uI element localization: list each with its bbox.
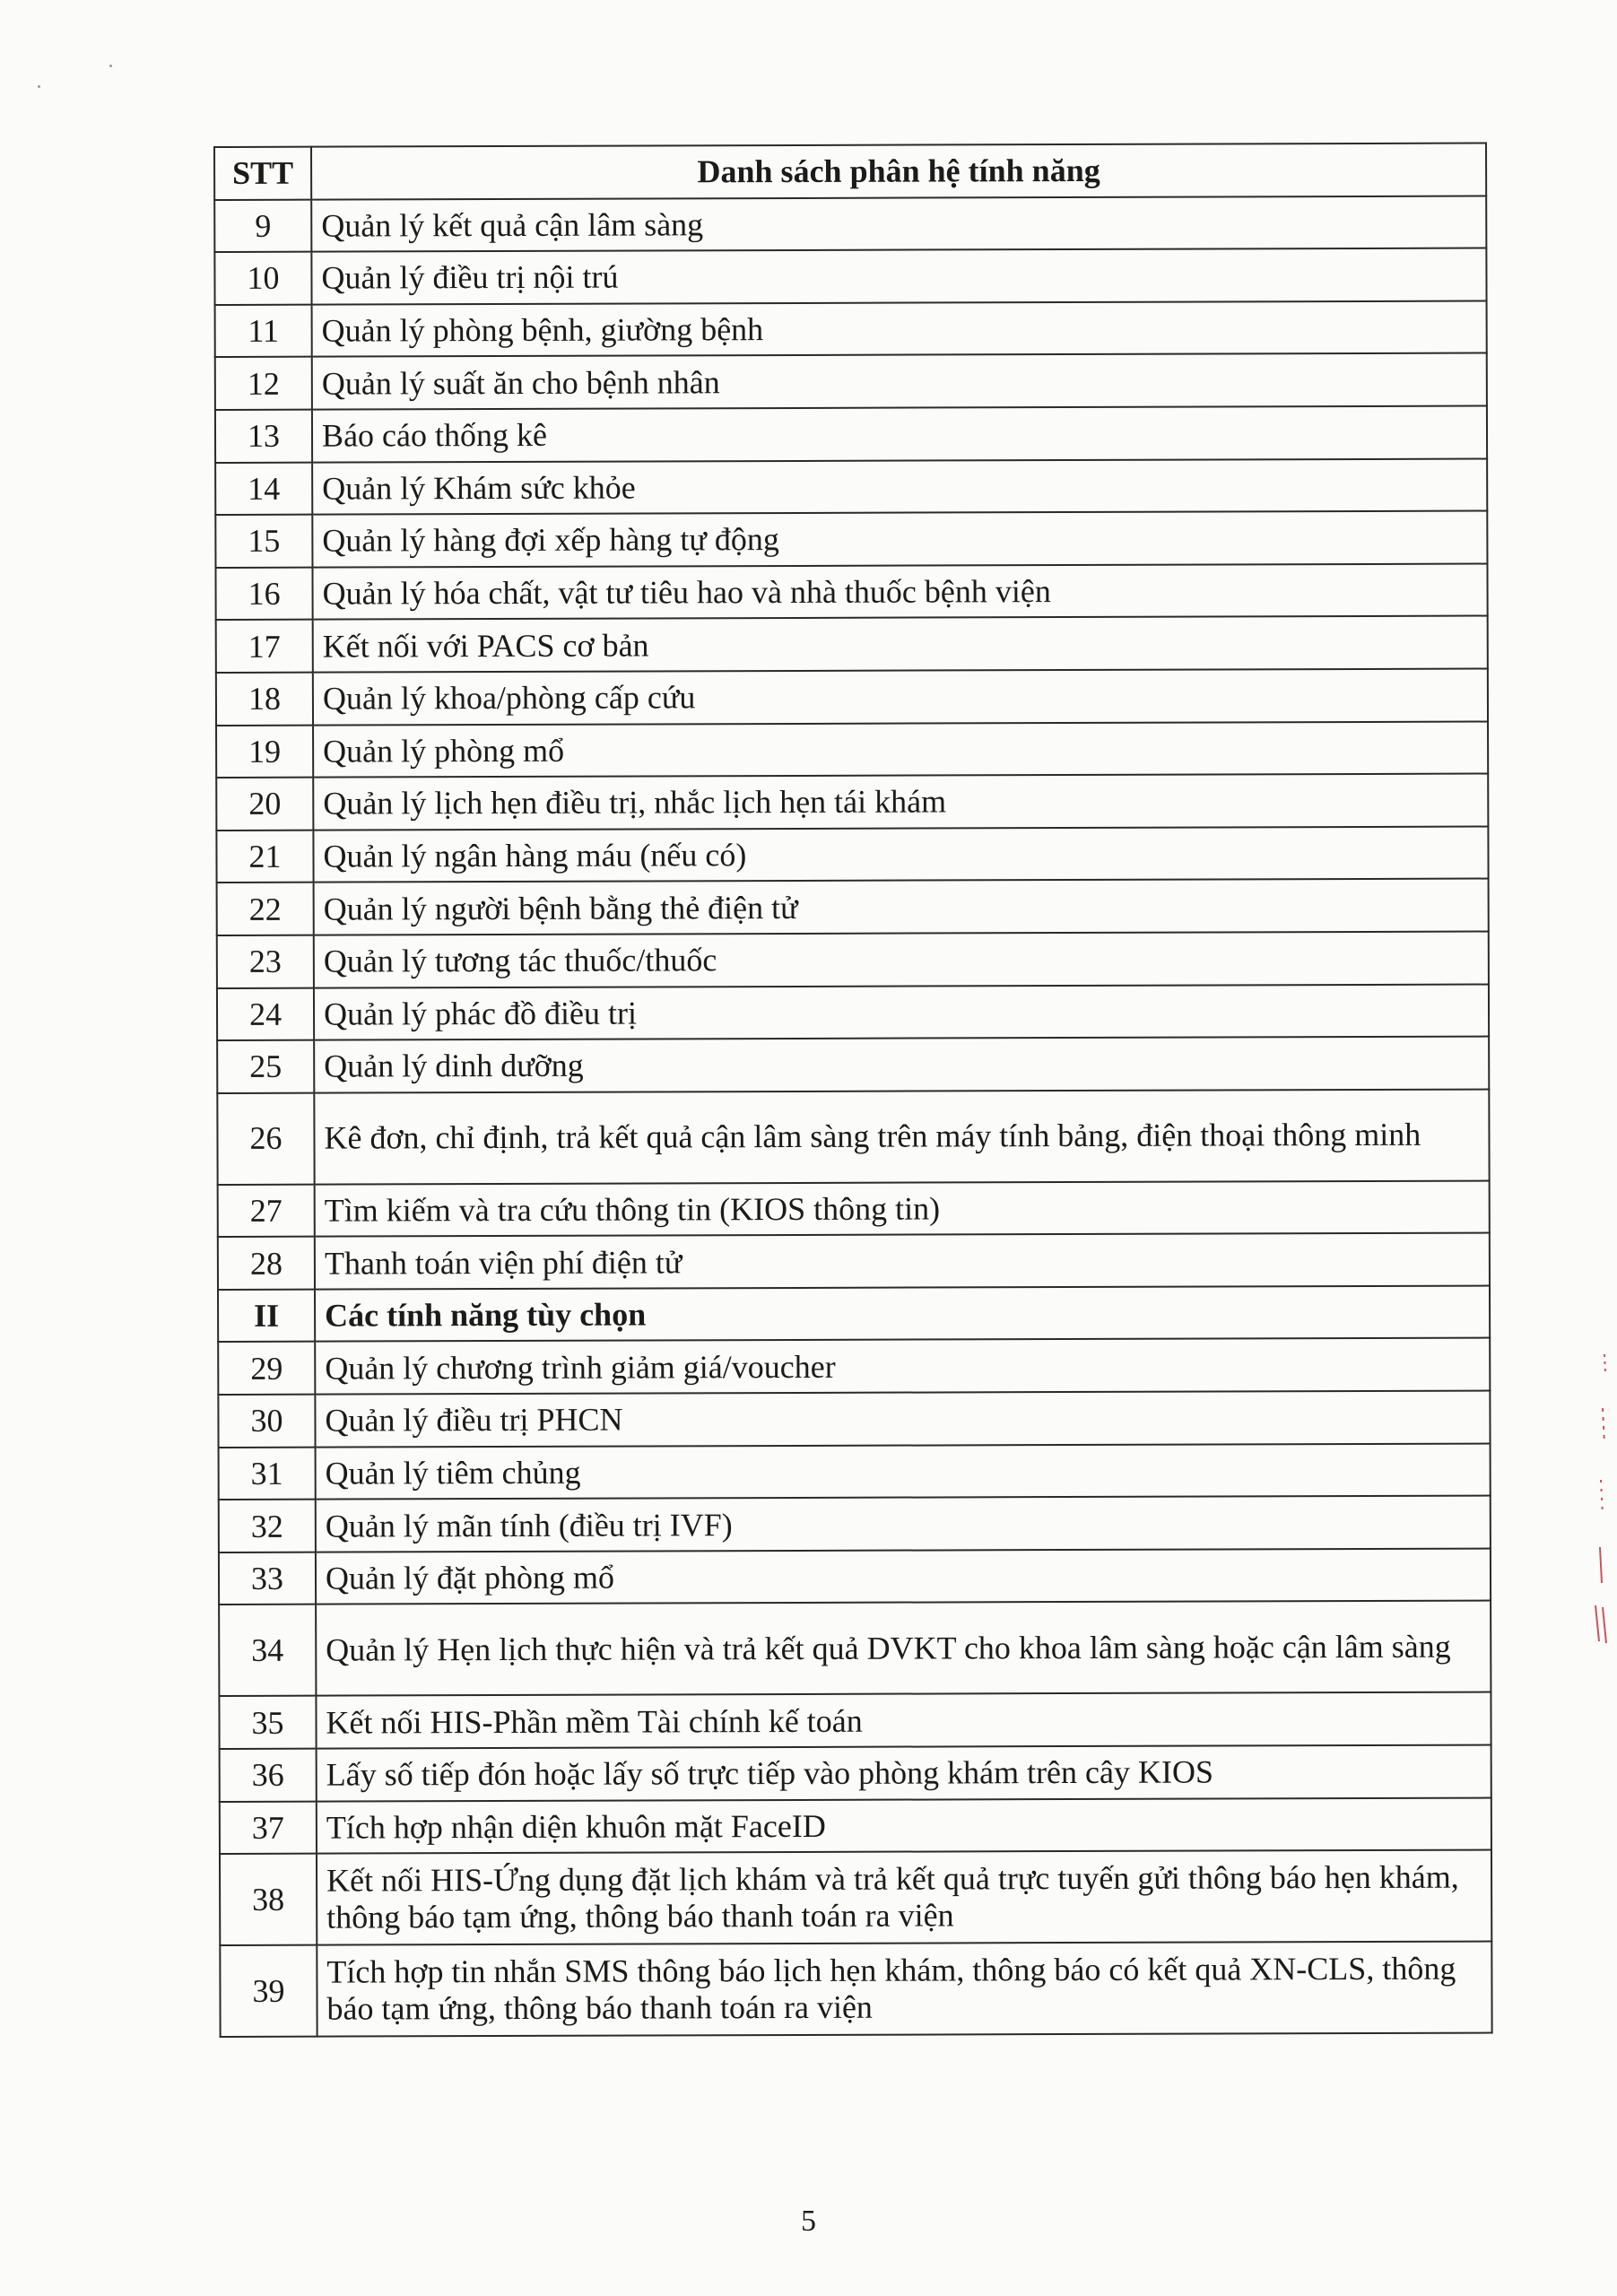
table-body: [214, 196, 1491, 2037]
feature-name-cell: Quản lý đặt phòng mổ: [316, 1548, 1491, 1605]
feature-name-cell: Quản lý lịch hẹn điều trị, nhắc lịch hẹn tái khám: [313, 774, 1488, 831]
table-row: [216, 616, 1488, 673]
table-row: [220, 1745, 1491, 1802]
stt-column-header: STT: [214, 147, 311, 200]
stt-cell: 10: [214, 252, 311, 305]
stt-cell: 23: [217, 935, 314, 988]
table-row: [217, 984, 1489, 1040]
table-row: [218, 1233, 1490, 1290]
table-row: [219, 1692, 1491, 1749]
stt-cell: 37: [220, 1801, 317, 1854]
scan-speck: [38, 85, 40, 88]
stt-cell: 33: [219, 1552, 316, 1605]
feature-name-cell: Kết nối HIS-Ứng dụng đặt lịch khám và trả kết quả trực tuyến gửi thông báo hẹn khám, thông báo tạm ứng, thông báo thanh toán ra viện: [317, 1850, 1491, 1945]
table-row: [215, 406, 1487, 463]
feature-name-cell: Quản lý điều trị nội trú: [311, 248, 1486, 305]
feature-name-cell: Quản lý kết quả cận lâm sàng: [311, 196, 1486, 252]
feature-name-cell: Lấy số tiếp đón hoặc lấy số trực tiếp vào phòng khám trên cây KIOS: [317, 1745, 1491, 1802]
stt-cell: 24: [217, 987, 314, 1040]
stt-cell: 28: [218, 1237, 315, 1290]
feature-name-cell: Quản lý khoa/phòng cấp cứu: [313, 668, 1488, 725]
feature-name-cell: Kết nối với PACS cơ bản: [313, 616, 1488, 673]
table-row: [215, 458, 1487, 515]
stt-cell: 35: [219, 1696, 316, 1749]
feature-name-cell: Quản lý điều trị PHCN: [315, 1391, 1490, 1448]
feature-name-cell: Tích hợp tin nhắn SMS thông báo lịch hẹn khám, thông báo có kết quả XN-CLS, thông báo tạm ứng, thông báo thanh toán ra viện: [317, 1942, 1491, 2037]
table-row: [218, 1338, 1490, 1395]
stt-cell: 38: [220, 1854, 317, 1945]
stt-cell: 19: [216, 725, 313, 778]
feature-name-cell: Quản lý Hẹn lịch thực hiện và trả kết quả DVKT cho khoa lâm sàng hoặc cận lâm sàng: [316, 1601, 1491, 1696]
scan-speck: [109, 65, 112, 67]
table-row: [219, 1443, 1491, 1500]
feature-name-cell: Báo cáo thống kê: [312, 406, 1487, 463]
feature-name-cell: Thanh toán viện phí điện tử: [315, 1233, 1490, 1290]
table-row: [220, 1942, 1491, 2037]
stt-cell: 21: [216, 830, 313, 883]
stt-cell: 20: [216, 778, 313, 831]
feature-name-cell: Quản lý tương tác thuốc/thuốc: [314, 931, 1489, 987]
table-row: [215, 563, 1487, 620]
table-row: [214, 196, 1486, 252]
stt-cell: 13: [215, 410, 312, 463]
feature-name-cell: Quản lý dinh dưỡng: [314, 1037, 1489, 1093]
feature-list-column-header: Danh sách phân hệ tính năng: [311, 144, 1486, 200]
table-row: [220, 1797, 1491, 1854]
stt-cell: 12: [215, 357, 312, 410]
feature-name-cell: Kê đơn, chỉ định, trả kết quả cận lâm sàng trên máy tính bảng, điện thoại thông minh: [314, 1089, 1489, 1184]
stt-cell: 31: [219, 1447, 316, 1500]
feature-name-cell: Quản lý suất ăn cho bệnh nhân: [312, 353, 1487, 410]
stt-cell: 36: [220, 1749, 317, 1802]
table-row: [215, 300, 1487, 357]
stt-cell: 27: [218, 1184, 315, 1237]
stt-cell: 30: [218, 1395, 315, 1448]
table-row: [215, 353, 1487, 410]
stt-cell: 14: [215, 462, 312, 515]
stt-cell: 22: [217, 883, 314, 935]
stt-cell: 25: [217, 1040, 314, 1093]
table-row: [216, 774, 1488, 831]
table-row: [217, 931, 1489, 987]
table-row: [216, 668, 1488, 725]
feature-name-cell: Quản lý chương trình giảm giá/voucher: [315, 1338, 1490, 1395]
stt-cell: 17: [216, 620, 313, 673]
stt-cell: 15: [215, 515, 312, 568]
feature-name-cell: Quản lý phòng bệnh, giường bệnh: [312, 300, 1487, 357]
stt-cell: 11: [215, 304, 312, 357]
table-row: [219, 1548, 1491, 1605]
stt-cell: 26: [217, 1092, 314, 1184]
page-number: 5: [801, 2205, 816, 2238]
stt-cell: 34: [219, 1605, 316, 1696]
feature-name-cell: Kết nối HIS-Phần mềm Tài chính kế toán: [316, 1692, 1491, 1749]
feature-name-cell: Quản lý phòng mổ: [313, 721, 1488, 778]
feature-table: [213, 143, 1493, 2039]
stt-cell: 18: [216, 673, 313, 726]
section-row: [218, 1285, 1490, 1342]
feature-name-cell: Tìm kiếm và tra cứu thông tin (KIOS thông tin): [315, 1180, 1490, 1237]
table-header-row: [214, 144, 1486, 200]
table-row: [220, 1850, 1491, 1945]
table-row: [217, 1089, 1489, 1184]
feature-name-cell: Quản lý tiêm chủng: [316, 1443, 1491, 1500]
stt-cell: 39: [220, 1945, 317, 2037]
feature-name-cell: Quản lý hàng đợi xếp hàng tự động: [312, 511, 1487, 568]
table-row: [216, 826, 1488, 883]
table-row: [216, 721, 1488, 778]
feature-name-cell: Quản lý mãn tính (điều trị IVF): [316, 1496, 1491, 1552]
stt-cell: 29: [218, 1342, 315, 1395]
feature-name-cell: Quản lý ngân hàng máu (nếu có): [313, 826, 1488, 883]
table-row: [218, 1180, 1490, 1237]
edge-ink-marks: [1578, 1345, 1613, 1668]
table-row: [217, 1037, 1489, 1093]
table-row: [218, 1391, 1490, 1448]
table-row: [214, 248, 1486, 305]
stt-cell: II: [218, 1290, 315, 1343]
table-row: [219, 1496, 1491, 1552]
feature-name-cell: Tích hợp nhận diện khuôn mặt FaceID: [317, 1797, 1491, 1854]
section-title-cell: Các tính năng tùy chọn: [315, 1285, 1490, 1342]
feature-name-cell: Quản lý Khám sức khỏe: [312, 458, 1487, 515]
table-row: [217, 879, 1489, 935]
stt-cell: 9: [214, 199, 311, 252]
feature-name-cell: Quản lý hóa chất, vật tư tiêu hao và nhà thuốc bệnh viện: [312, 563, 1487, 620]
feature-name-cell: Quản lý phác đồ điều trị: [314, 984, 1489, 1040]
stt-cell: 32: [219, 1500, 316, 1552]
table-row: [219, 1601, 1491, 1696]
stt-cell: 16: [215, 567, 312, 620]
feature-name-cell: Quản lý người bệnh bằng thẻ điện tử: [314, 879, 1489, 935]
table-row: [215, 511, 1487, 568]
